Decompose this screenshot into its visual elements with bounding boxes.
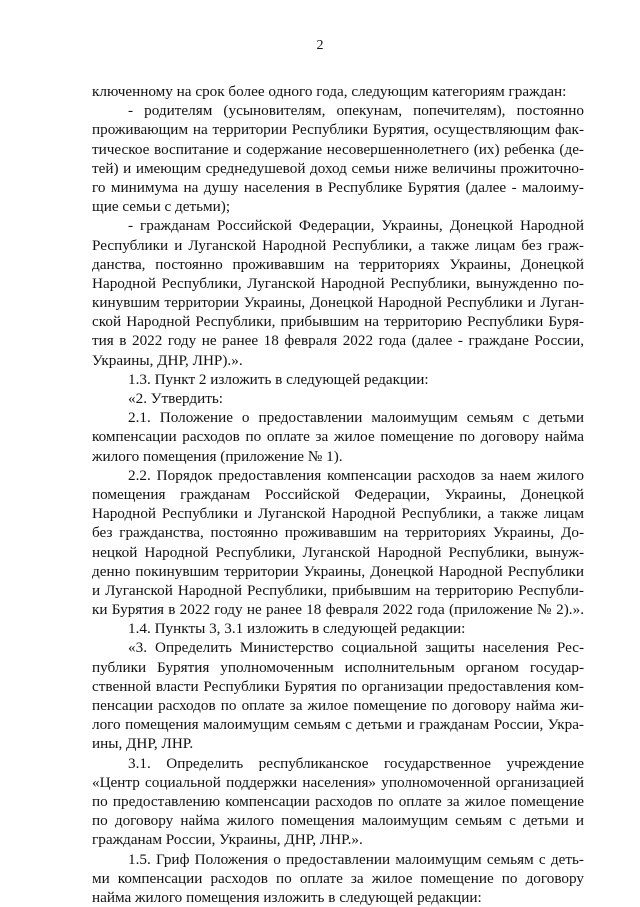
text-line: данства, постоянно проживавшим на территориях Украины, Донецкой xyxy=(92,255,584,273)
text-line: 1.5. Гриф Положения о предоставлении малоимущим семьям с деть- xyxy=(128,850,584,868)
text-line: жилого помещения (приложение № 1). xyxy=(92,447,343,465)
text-line: ской Народной Республики, прибывшим на территорию Республики Буря- xyxy=(92,313,584,331)
text-line: 2.1. Положение о предоставлении малоимущим семьям с детьми xyxy=(128,409,584,427)
text-line: нецкой Народной Республики, Луганской Народной Республики, вынуж- xyxy=(92,543,584,561)
page-number: 2 xyxy=(316,38,324,53)
text-line: ственной власти Республики Бурятия по организации предоставления ком- xyxy=(92,677,584,695)
text-line: ины, ДНР, ЛНР. xyxy=(92,735,194,753)
text-line: ми компенсации расходов по оплате за жилое помещение по договору xyxy=(92,869,584,887)
text-line: тей) и имеющим среднедушевой доход семьи ниже величины прожиточно- xyxy=(92,159,584,177)
text-line: Республики и Луганской Народной Республики, а также лицам без граж- xyxy=(92,236,584,254)
text-line: помещения гражданам Российской Федерации, Украины, Донецкой xyxy=(92,485,584,503)
text-line: тическое воспитание и содержание несовершеннолетнего (их) ребенка (де- xyxy=(92,140,584,158)
text-line: «Центр социальной поддержки населения» уполномоченной организацией xyxy=(92,773,584,791)
text-line: найма жилого помещения изложить в следующей редакции: xyxy=(92,888,482,906)
text-line: Народной Республики, Луганской Народной Республики, вынужденно по- xyxy=(92,274,584,292)
text-line: проживающим на территории Республики Бурятия, осуществляющим фак- xyxy=(92,121,584,139)
text-line: «3. Определить Министерство социальной защиты населения Рес- xyxy=(128,639,584,657)
text-line: пенсации расходов по оплате за жилое помещение по договору найма жи- xyxy=(92,697,584,714)
text-line: гражданам России, Украины, ДНР, ЛНР.». xyxy=(92,831,363,849)
text-line: Народной Республики и Луганской Народной Республики, а также лицам xyxy=(92,505,584,523)
text-line: публики Бурятия уполномоченным исполнительным органом государ- xyxy=(92,658,584,676)
text-line: 1.4. Пункты 3, 3.1 изложить в следующей редакции: xyxy=(128,620,466,638)
text-line: и Луганской Народной Республики, прибывшим на территорию Республи- xyxy=(92,581,584,599)
text-line: - гражданам Российской Федерации, Украины, Донецкой Народной xyxy=(128,217,584,235)
text-line: ключенному на срок более одного года, следующим категориям граждан: xyxy=(92,83,567,100)
text-line: тия в 2022 году не ранее 18 февраля 2022 года (далее - граждане России, xyxy=(92,332,584,350)
text-line: без гражданства, постоянно проживавшим на территориях Украины, До- xyxy=(92,524,584,542)
text-line: 3.1. Определить республиканское государственное учреждение xyxy=(128,754,584,772)
text-line: лого помещения малоимущим семьям с детьми и гражданам России, Укра- xyxy=(92,716,584,734)
text-line: ки Бурятия в 2022 году не ранее 18 февраля 2022 года (приложение № 2).». xyxy=(92,601,584,619)
text-line: Украины, ДНР, ЛНР).». xyxy=(92,351,243,369)
text-line: «2. Утвердить: xyxy=(128,390,224,407)
text-line: кинувшим территории Украины, Донецкой Народной Республики и Луган- xyxy=(92,294,584,312)
text-line: по предоставлению компенсации расходов по оплате за жилое помещение xyxy=(92,792,584,810)
text-line: компенсации расходов по оплате за жилое помещение по договору найма xyxy=(92,428,584,446)
text-line: по договору найма жилого помещения малоимущим семьям с детьми и xyxy=(92,812,584,830)
text-line: го минимума на душу населения в Республике Бурятия (далее - малоиму- xyxy=(92,178,584,196)
text-line: 1.3. Пункт 2 изложить в следующей редакции: xyxy=(128,370,429,388)
document-body xyxy=(92,82,584,907)
text-line: 2.2. Порядок предоставления компенсации расходов за наем жилого xyxy=(128,466,584,484)
text-line: - родителям (усыновителям, опекунам, попечителям), постоянно xyxy=(128,102,584,120)
text-line: денно покинувшим территории Украины, Донецкой Народной Республики xyxy=(92,562,584,580)
text-line: щие семьи с детьми); xyxy=(92,198,231,216)
